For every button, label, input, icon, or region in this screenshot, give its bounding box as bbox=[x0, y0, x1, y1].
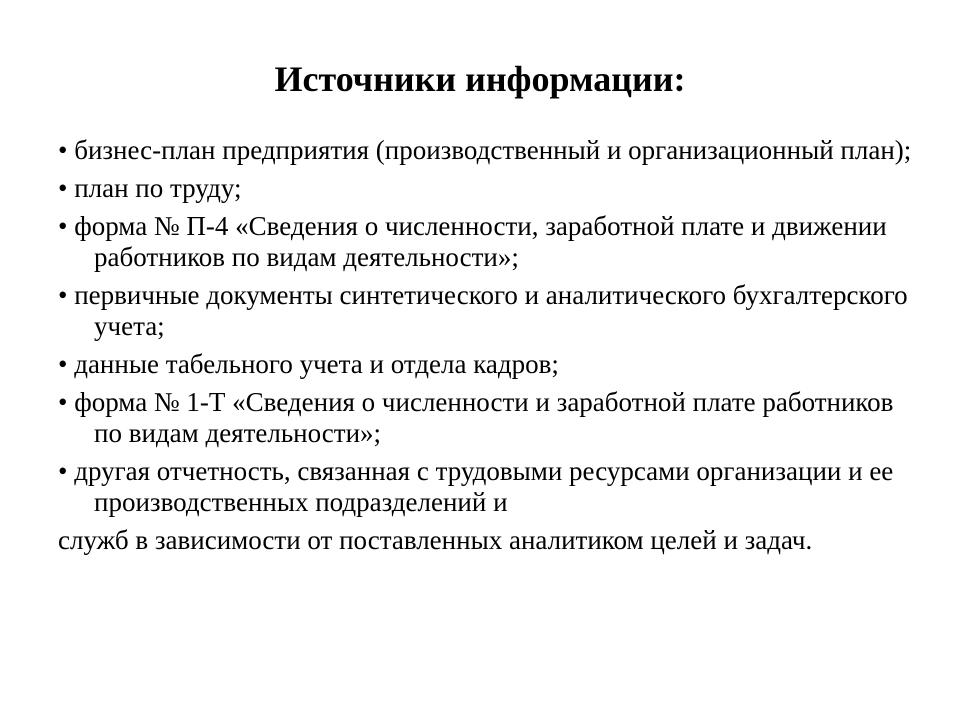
list-item-form-p4: • форма № П-4 «Сведения о численности, заработной плате и движении работников по видам деятельности»; bbox=[58, 211, 887, 272]
list-item-services-continuation: служб в зависимости от поставленных аналитиком целей и задач. bbox=[58, 525, 813, 555]
slide-title: Источники информации: bbox=[274, 59, 686, 99]
list-item-other-reporting: • другая отчетность, связанная с трудовыми ресурсами организации и ее производственных подразделений и bbox=[58, 456, 894, 517]
list-item-labor-plan: • план по труду; bbox=[58, 173, 242, 203]
list-item-business-plan: • бизнес-план предприятия (производственный и организационный план); bbox=[58, 135, 912, 165]
sources-list bbox=[58, 135, 918, 556]
list-item-primary-documents: • первичные документы синтетического и аналитического бухгалтерского учета; bbox=[58, 280, 908, 341]
list-item-timesheet-data: • данные табельного учета и отдела кадров; bbox=[58, 349, 559, 379]
list-item-form-1t: • форма № 1-Т «Сведения о численности и заработной плате работников по видам деятельности»; bbox=[58, 387, 894, 448]
